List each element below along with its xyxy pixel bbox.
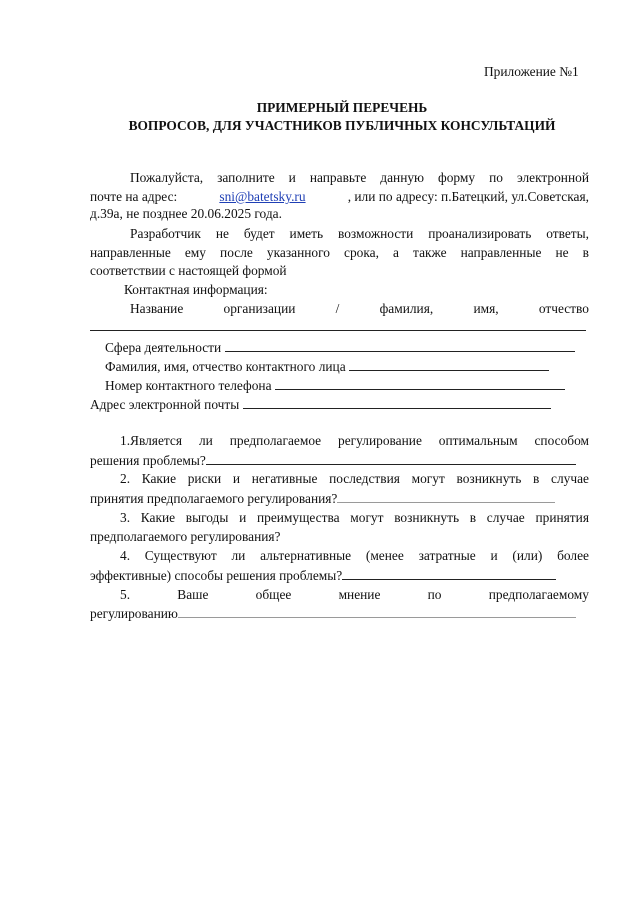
intro-line-1: Пожалуйста, заполните и направьте данную форму по электронной [130,170,589,185]
email-blank[interactable] [243,394,551,409]
q5-word: 5. [120,587,131,602]
activity-label: Сфера деятельности [105,340,222,355]
question-5-answer[interactable] [178,603,576,618]
contact-heading: Контактная информация: [124,282,268,297]
phone-blank[interactable] [275,375,565,390]
org-word: организации [223,301,296,316]
question-4-answer[interactable] [342,565,556,580]
org-word: фамилия, [379,301,434,316]
notice-line-2: направленные ему после указанного срока, а также направленные не в [90,245,589,260]
email-label: Адрес электронной почты [90,397,240,412]
contact-person-label: Фамилия, имя, отчество контактного лица [105,359,346,374]
title-line-2: ВОПРОСОВ, ДЛЯ УЧАСТНИКОВ ПУБЛИЧНЫХ КОНСУЛЬТАЦИЙ [128,118,556,133]
question-4-line-1: 4. Существуют ли альтернативные (менее затратные и (или) более [120,548,589,563]
question-2-line-2: принятия предполагаемого регулирования? [90,488,555,508]
contact-person-field [105,356,549,376]
question-2-line-1: 2. Какие риски и негативные последствия могут возникнуть в случае [120,471,589,486]
activity-field [105,337,575,357]
question-5-line-2: регулированию [90,603,576,623]
q5-word: по [427,587,442,602]
phone-field [105,375,565,395]
org-word: имя, [473,301,499,316]
intro-line-2-prefix: почте на адрес: [90,189,178,204]
org-word: Название [130,301,184,316]
notice-line-1: Разработчик не будет иметь возможности проанализировать ответы, [130,226,589,241]
org-name-blank[interactable] [90,316,586,336]
notice-line-3: соответствии с настоящей формой [90,263,287,278]
org-word: отчество [538,301,589,316]
title-line-1: ПРИМЕРНЫЙ ПЕРЕЧЕНЬ [256,100,428,115]
question-1-answer[interactable] [206,450,576,465]
phone-label: Номер контактного телефона [105,378,272,393]
question-3-line-1: 3. Какие выгоды и преимущества могут возникнуть в случае принятия [120,510,589,525]
q5-word: Ваше [177,587,209,602]
appendix-label: Приложение №1 [484,64,579,79]
question-4-line-2: эффективные) способы решения проблемы? [90,565,556,585]
q5-word: общее [255,587,292,602]
question-2-answer[interactable] [337,488,555,503]
intro-line-3: д.39а, не позднее 20.06.2025 года. [90,206,282,221]
question-5-line-1 [120,585,589,604]
org-word: / [335,301,340,316]
q5-word: мнение [338,587,381,602]
question-3-line-2: предполагаемого регулирования? [90,529,281,544]
contact-person-blank[interactable] [349,356,549,371]
question-1-line-2: решения проблемы? [90,450,576,470]
intro-line-2-suffix: , или по адресу: п.Батецкий, ул.Советская, [347,189,589,204]
q5-word: предполагаемому [488,587,589,602]
email-link[interactable]: sni@batetsky.ru [219,189,306,204]
question-1-line-1: 1.Является ли предполагаемое регулирование оптимальным способом [120,433,589,448]
activity-blank[interactable] [225,337,575,352]
email-field [90,394,551,414]
